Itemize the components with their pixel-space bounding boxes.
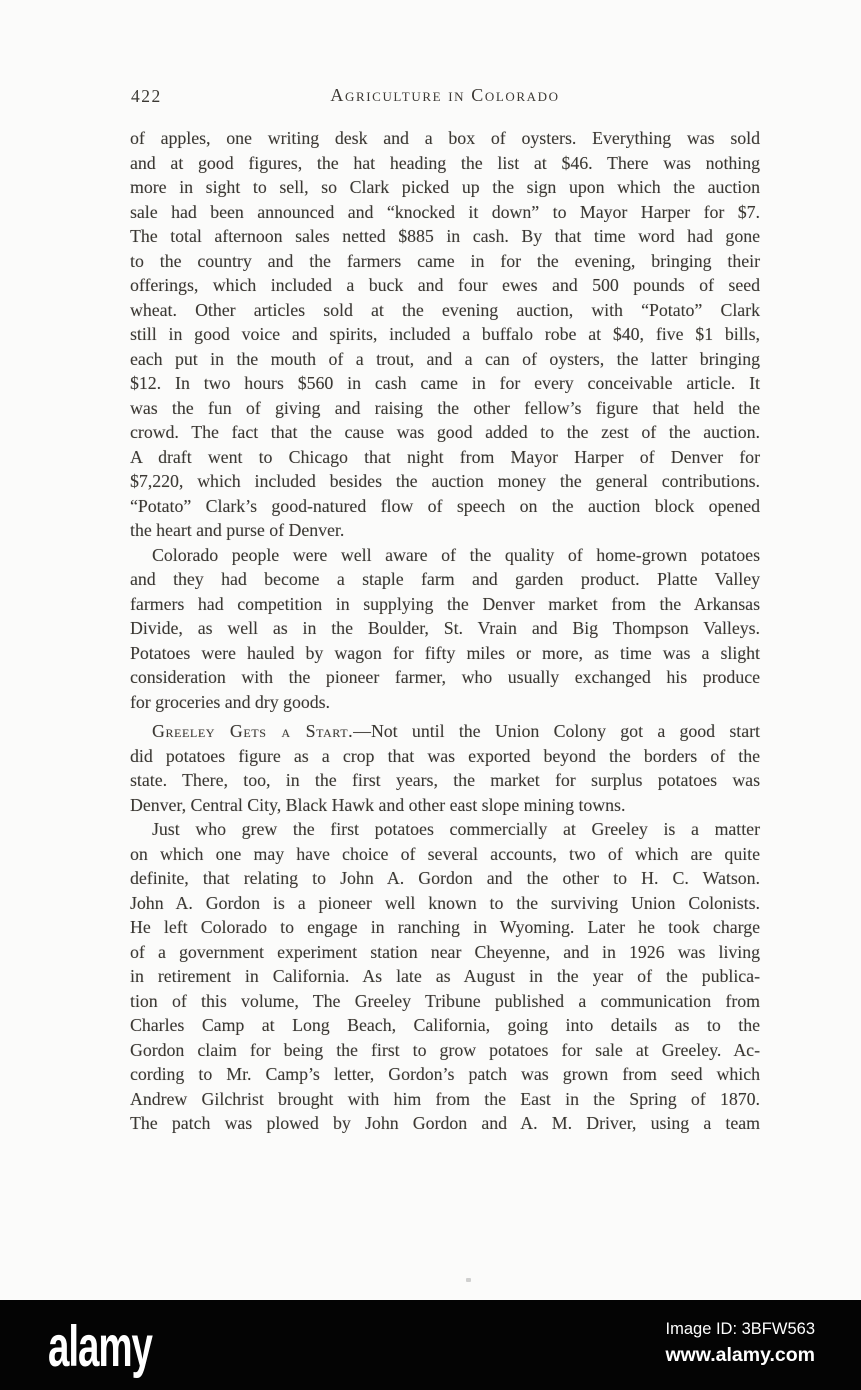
text-line: Divide, as well as in the Boulder, St. Vrain and Big Thompson Valleys.	[130, 618, 760, 638]
paragraph-home-grown-potatoes	[130, 543, 760, 715]
text-line: to the country and the farmers came in for the evening, bringing their	[130, 250, 760, 271]
text-line: of apples, one writing desk and a box of oysters. Everything was sold	[130, 128, 760, 148]
text-line: John A. Gordon is a pioneer well known to the surviving Union Colonists.	[130, 892, 760, 913]
text-line: Colorado people were well aware of the quality of home-grown potatoes	[152, 544, 760, 565]
text-line: and at good figures, the hat heading the list at $46. There was nothing	[130, 152, 760, 173]
paragraph-first-potatoes	[130, 817, 760, 1136]
text-line: crowd. The fact that the cause was good added to the zest of the auction.	[130, 422, 760, 442]
paragraph-lines	[130, 744, 760, 818]
text-line: Denver, Central City, Black Hawk and other east slope mining towns.	[130, 794, 626, 815]
text-line: Potatoes were hauled by wagon for fifty miles or more, as time was a slight	[130, 642, 760, 663]
text-line: Andrew Gilchrist brought with him from the East in the Spring of 1870.	[130, 1088, 760, 1109]
text-line: was the fun of giving and raising the other fellow’s figure that held the	[130, 397, 760, 418]
text-line: cording to Mr. Camp’s letter, Gordon’s patch was grown from seed which	[130, 1064, 760, 1084]
text-line: more in sight to sell, so Clark picked up the sign upon which the auction	[130, 177, 760, 197]
running-head: Agriculture in Colorado	[330, 85, 560, 105]
text-line: offerings, which included a buck and four ewes and 500 pounds of seed	[130, 275, 760, 295]
alamy-url: www.alamy.com	[665, 1344, 815, 1366]
text-line: sale had been announced and “knocked it down” to Mayor Harper for $7.	[130, 201, 760, 222]
text-line: farmers had competition in supplying the Denver market from the Arkansas	[130, 593, 760, 614]
page-header	[130, 85, 760, 109]
text-line: He left Colorado to engage in ranching in Wyoming. Later he took charge	[130, 917, 760, 937]
page-body	[130, 126, 760, 1136]
text-line: in retirement in California. As late as August in the year of the publica-	[130, 966, 760, 986]
text-line: on which one may have choice of several accounts, two of which are quite	[130, 843, 760, 864]
text-line: each put in the mouth of a trout, and a can of oysters, the latter bringing	[130, 348, 760, 369]
paragraph-lines	[130, 543, 760, 715]
text-line: tion of this volume, The Greeley Tribune published a communication from	[130, 990, 760, 1011]
text-line: the heart and purse of Denver.	[130, 520, 345, 540]
text-line: of a government experiment station near Cheyenne, and in 1926 was living	[130, 941, 760, 962]
text-line: “Potato” Clark’s good-natured flow of speech on the auction block opened	[130, 495, 760, 516]
text-line: and they had become a staple farm and garden product. Platte Valley	[130, 569, 760, 589]
text-line: still in good voice and spirits, included a buffalo robe at $40, five $1 bills,	[130, 324, 760, 344]
paragraph-lines	[130, 817, 760, 1136]
text-line: definite, that relating to John A. Gordon and the other to H. C. Watson.	[130, 868, 760, 888]
text-line	[130, 719, 760, 744]
text-line: $7,220, which included besides the auction money the general contributions.	[130, 471, 760, 491]
text-line: did potatoes figure as a crop that was exported beyond the borders of the	[130, 745, 760, 766]
text-line: wheat. Other articles sold at the evening auction, with “Potato” Clark	[130, 299, 760, 320]
text-line: The patch was plowed by John Gordon and A. M. Driver, using a team	[130, 1113, 760, 1133]
alamy-watermark-bar	[0, 1300, 861, 1390]
text-line: Just who grew the first potatoes commercially at Greeley is a matter	[152, 819, 760, 839]
paragraph-lines	[130, 126, 760, 543]
text-line: state. There, too, in the first years, the market for surplus potatoes was	[130, 770, 760, 790]
text-line: Charles Camp at Long Beach, California, going into details as to the	[130, 1015, 760, 1035]
text-line: Gordon claim for being the first to grow potatoes for sale at Greeley. Ac-	[130, 1039, 760, 1060]
section-lead-rest: —Not until the Union Colony got a good start	[353, 721, 760, 741]
scan-speck	[466, 1278, 471, 1282]
alamy-meta	[665, 1319, 815, 1367]
paragraph-auction-story	[130, 126, 760, 543]
text-line: $12. In two hours $560 in cash came in for every conceivable article. It	[130, 373, 760, 393]
section-lead: Greeley Gets a Start.	[152, 721, 354, 741]
text-line: The total afternoon sales netted $885 in cash. By that time word had gone	[130, 226, 760, 246]
paragraph-greeley-gets-a-start	[130, 719, 760, 817]
text-line: consideration with the pioneer farmer, who usually exchanged his produce	[130, 667, 760, 687]
page-number: 422	[131, 86, 162, 106]
image-id-label: Image ID: 3BFW563	[665, 1320, 815, 1338]
text-line: A draft went to Chicago that night from Mayor Harper of Denver for	[130, 446, 760, 467]
text-line: for groceries and dry goods.	[130, 691, 330, 712]
alamy-logo: alamy	[48, 1313, 152, 1379]
